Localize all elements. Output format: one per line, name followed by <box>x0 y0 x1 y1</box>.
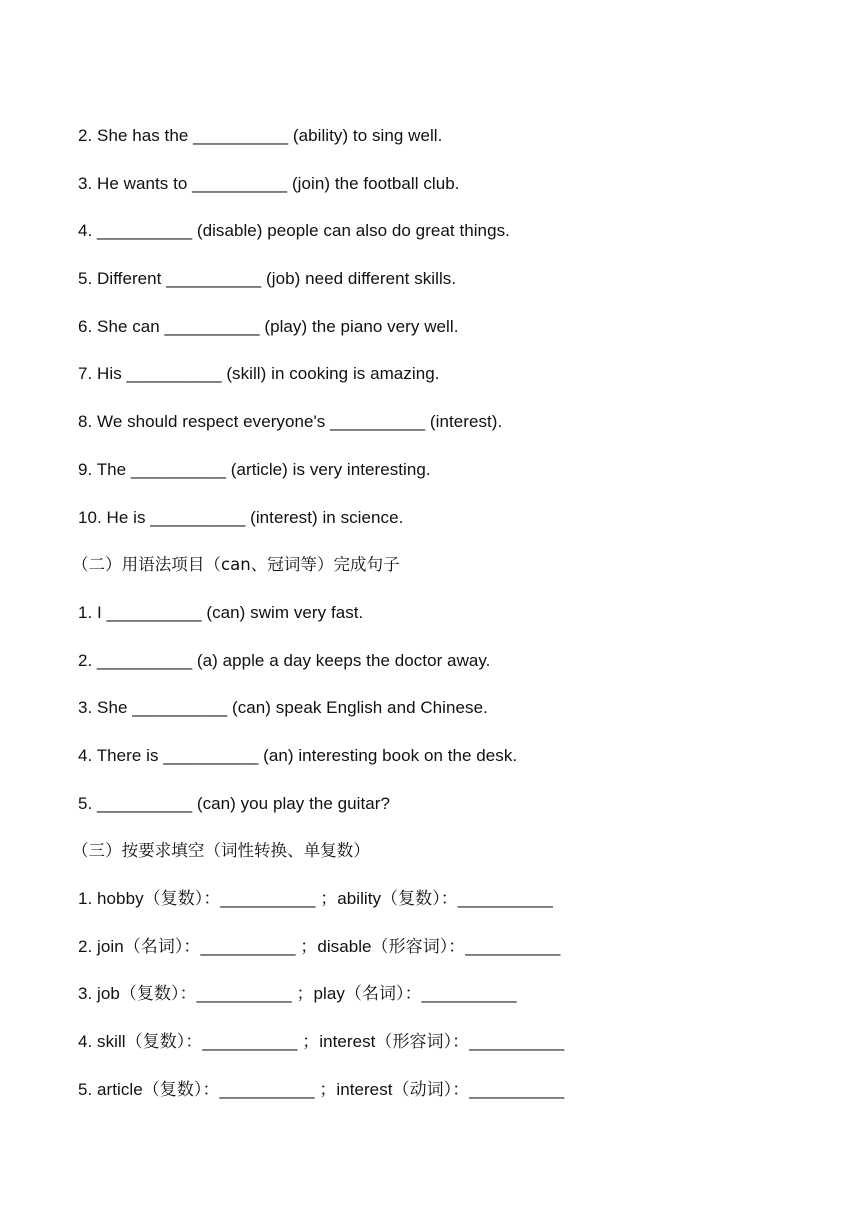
exercise-item: 2. join（名词）：__________ ；disable（形容词）：__________ <box>78 936 561 956</box>
exercise-item: 5. __________ (can) you play the guitar? <box>78 793 391 813</box>
exercise-item: 3. He wants to __________ (join) the football club. <box>78 173 460 193</box>
exercise-item: 7. His __________ (skill) in cooking is amazing. <box>78 364 440 384</box>
exercise-item: 1. hobby（复数）：__________ ；ability（复数）：__________ <box>78 889 553 908</box>
exercise-item: 3. She __________ (can) speak English and Chinese. <box>78 698 488 718</box>
exercise-item: 2. She has the __________ (ability) to sing well. <box>78 126 443 145</box>
section-heading: （三）按要求填空（词性转换、单复数） <box>72 841 370 861</box>
section-grammar-sentences <box>72 541 818 827</box>
exercise-item: 3. job（复数）：__________ ；play（名词）：__________ <box>78 984 517 1004</box>
section-fill-as-required <box>72 827 818 1113</box>
exercise-item: 4. There is __________ (an) interesting book on the desk. <box>78 745 518 765</box>
exercise-item: 1. I __________ (can) swim very fast. <box>78 602 364 622</box>
exercise-item: 6. She can __________ (play) the piano very well. <box>78 316 459 336</box>
exercise-item: 4. __________ (disable) people can also do great things. <box>78 221 510 241</box>
exercise-item: 9. The __________ (article) is very interesting. <box>78 459 431 479</box>
exercise-item: 5. article（复数）：__________ ；interest（动词）：__________ <box>78 1079 565 1099</box>
section-heading: （二）用语法项目（can、冠词等）完成句子 <box>72 555 400 575</box>
exercise-item: 10. He is __________ (interest) in science. <box>78 507 404 527</box>
exercise-item: 8. We should respect everyone's __________ (interest). <box>78 412 503 432</box>
exercise-item: 2. __________ (a) apple a day keeps the doctor away. <box>78 650 491 670</box>
section-word-forms <box>78 112 818 541</box>
exercise-item: 5. Different __________ (job) need different skills. <box>78 269 457 289</box>
exercise-item: 4. skill（复数）：__________ ；interest（形容词）：__________ <box>78 1032 565 1052</box>
worksheet-page <box>72 112 818 1113</box>
